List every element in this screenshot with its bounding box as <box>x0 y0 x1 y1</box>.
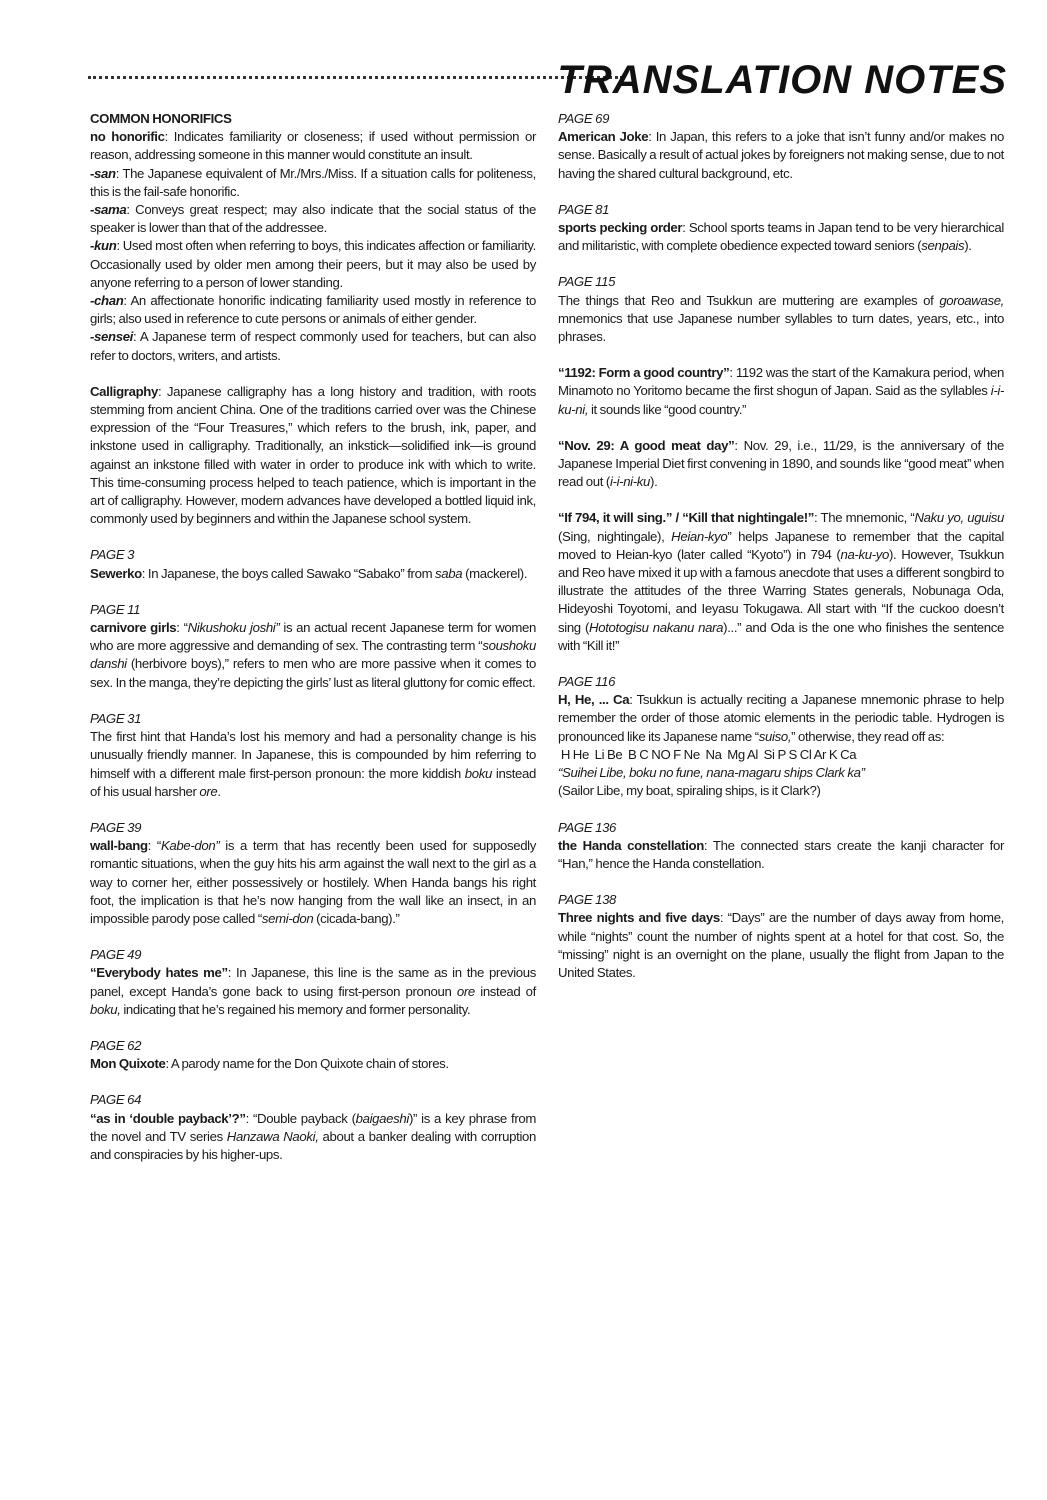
element-list: H He Li Be B C NO F Ne Na Mg Al Si P S Cl Ar K Ca <box>558 746 857 762</box>
page-label: PAGE 115 <box>558 274 616 290</box>
note-honorific: no honorific: Indicates familiarity or closeness; if used without permission or reason, addressing someone in this manner would constitute an insult. <box>90 129 537 163</box>
note-page-62: Mon Quixote: A parody name for the Don Quixote chain of stores. <box>90 1056 449 1072</box>
page-label: PAGE 138 <box>558 892 617 908</box>
page-label: PAGE 39 <box>90 819 142 835</box>
honorifics-heading: COMMON HONORIFICS <box>90 111 232 126</box>
note-page-138: Three nights and five days: “Days” are the number of days away from home, while “nights” count the number of nights spent at a hotel for that cost. So, the “missing” night is an overnight on the plane, usually the flight from Japan to the United States. <box>558 910 1004 980</box>
page-label: PAGE 116 <box>558 674 616 690</box>
note-page-64: “as in ‘double payback’?”: “Double payback (baigaeshi)” is a key phrase from the novel and TV series Hanzawa Naoki, about a banker dealing with corruption and conspiracies by his higher-ups. <box>90 1110 536 1162</box>
note-page-81: sports pecking order: School sports teams in Japan tend to be very hierarchical and militaristic, with complete obedience expected toward seniors (senpais). <box>558 220 1004 254</box>
page-label: PAGE 3 <box>90 547 135 563</box>
page-label: PAGE 64 <box>90 1092 142 1108</box>
right-column <box>558 110 1004 982</box>
page-title: TRANSLATION NOTES <box>557 58 1007 102</box>
term: no honorific <box>90 129 165 145</box>
note-page-69: American Joke: In Japan, this refers to a joke that isn’t funny and/or makes no sense. Basically a result of actual jokes by foreigners not making sense, due to not having the shared cultural background, etc. <box>558 129 1005 181</box>
note-meat-day: “Nov. 29: A good meat day”: Nov. 29, i.e., 11/29, is the anniversary of the Japanese Imperial Diet first convening in 1890, and sounds like “good meat” when read out (i-i-ni-ku). <box>558 437 1004 490</box>
page-label: PAGE 31 <box>90 710 142 726</box>
note-honorific: -chan: An affectionate honorific indicating familiarity used mostly in reference to girls; also used in reference to cute persons or animals of either gender. <box>90 293 536 327</box>
note-page-11: carnivore girls: “Nikushoku joshi” is an actual recent Japanese term for women who are more aggressive and demanding of sex. The contrasting term “soushoku danshi (herbivore boys),” refers to men who are more passive when it comes to sex. In the manga, they’re depicting the girls’ lust as literal gluttony for comic effect. <box>90 620 537 690</box>
dotted-rule <box>88 76 623 79</box>
page-label: PAGE 81 <box>558 201 610 217</box>
page-header <box>88 58 1007 102</box>
note-page-115: The things that Reo and Tsukkun are muttering are examples of goroawase, mnemonics that use Japanese number syllables to turn dates, years, etc., into phrases. <box>558 292 1004 345</box>
note-calligraphy: Calligraphy: Japanese calligraphy has a long history and tradition, with roots stemming from ancient China. One of the traditions carried over was the Chinese expression of the “Four Treasures,” which refers to the brush, ink, paper, and inkstone used in calligraphy. Traditionally, an inkstick—solidified ink—is ground against an inkstone filled with water in order to produce ink with which to write. This time-consuming process helped to teach patience, which is important in the art of calligraphy. However, modern advances have developed a bottled liquid ink, commonly used by beginners and within the Japanese school system. <box>90 383 536 527</box>
page-label: PAGE 11 <box>90 601 141 617</box>
left-column <box>90 110 536 1164</box>
term: -san <box>90 165 116 181</box>
term: -kun <box>90 238 117 254</box>
term: Calligraphy <box>90 383 158 399</box>
note-honorific: -san: The Japanese equivalent of Mr./Mrs./Miss. If a situation calls for politeness, this is the fail-safe honorific. <box>90 165 536 199</box>
note-page-39: wall-bang: “Kabe-don” is a term that has recently been used for supposedly romantic situations, when the guy hits his arm against the wall next to the girl as a way to corner her, either possessively or hostilely. When Handa bangs his right foot, the implication is that he’s now hanging from the wall like an insect, in an impossible parody pose called “semi-don (cicada-bang).” <box>90 838 537 926</box>
mnemonic-translation: (Sailor Libe, my boat, spiraling ships, is it Clark?) <box>558 783 821 799</box>
page-label: PAGE 136 <box>558 819 617 835</box>
term: -chan <box>90 293 124 309</box>
note-honorific: -sensei: A Japanese term of respect commonly used for teachers, but can also refer to doctors, writers, and artists. <box>90 329 536 363</box>
note-honorific: -sama: Conveys great respect; may also indicate that the social status of the speaker is lower than that of the addressee. <box>90 202 536 236</box>
note-honorific: -kun: Used most often when referring to boys, this indicates affection or familiarity. Occasionally used by older men among their peers, but it may also be used by anyone referring to a person of lower standing. <box>90 238 536 290</box>
note-page-116: H, He, ... Ca: Tsukkun is actually reciting a Japanese mnemonic phrase to help remember the order of those atomic elements in the periodic table. Hydrogen is pronounced like its Japanese name “suiso,” otherwise, they read off as: <box>558 692 1004 744</box>
note-page-31: The first hint that Handa’s lost his memory and had a personality change is his unusually friendly manner. In Japanese, this is compounded by him referring to himself with a different male first-person pronoun: the more kiddish boku instead of his usual harsher ore. <box>90 729 537 799</box>
note-nightingale: “If 794, it will sing.” / “Kill that nightingale!”: The mnemonic, “Naku yo, uguisu (Sing, nightingale), Heian-kyo” helps Japanese to remember that the capital moved to Heian-kyo (later called “Kyoto”) in 794 (na-ku-yo). However, Tsukkun and Reo have mixed it up with a famous anecdote that uses a different songbird to illustrate the attitudes of the three Warring States generals, Nobunaga Oda, Hideyoshi Toyotomi, and Ieyasu Tokugawa. All start with “If the cuckoo doesn’t sing (Hototogisu nakanu nara)...” and Oda is the one who finishes the sentence with “Kill it!” <box>558 510 1005 653</box>
note-1192: “1192: Form a good country”: 1192 was the start of the Kamakura period, when Minamoto no Yoritomo became the first shogun of Japan. Said as the syllables i-i-ku-ni, it sounds like “good country.” <box>558 365 1004 417</box>
term: -sama <box>90 202 127 218</box>
mnemonic-phrase: “Suihei Libe, boku no fune, nana-magaru ships Clark ka” <box>558 765 865 781</box>
note-page-136: the Handa constellation: The connected stars create the kanji character for “Han,” hence the Handa constellation. <box>558 837 1004 871</box>
term: -sensei <box>90 329 133 345</box>
page-label: PAGE 49 <box>90 947 142 963</box>
page-label: PAGE 69 <box>558 111 610 126</box>
note-page-49: “Everybody hates me”: In Japanese, this line is the same as in the previous panel, except Handa’s gone back to using first-person pronoun ore instead of boku, indicating that he’s regained his memory and former personality. <box>90 965 536 1017</box>
note-page-3: Sewerko: In Japanese, the boys called Sawako “Sabako” from saba (mackerel). <box>90 565 528 581</box>
page-label: PAGE 62 <box>90 1037 142 1053</box>
